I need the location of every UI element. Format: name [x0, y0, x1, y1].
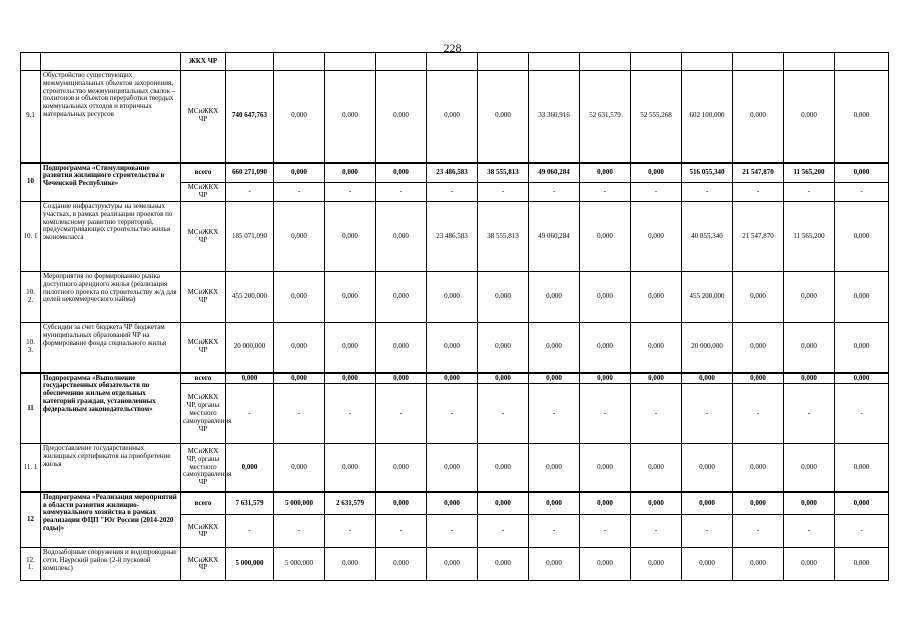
- cell-value: -: [274, 384, 325, 444]
- cell-value: 0,000: [733, 373, 784, 384]
- table-row: [21, 323, 889, 373]
- cell-value: 0,000: [835, 373, 889, 384]
- cell-value: 38 555,813: [478, 163, 529, 183]
- cell-value: 0,000: [835, 323, 889, 373]
- cell-value: 5 000,000: [274, 548, 325, 581]
- cell-value: -: [325, 183, 376, 202]
- cell-value: 0,000: [478, 71, 529, 163]
- cell-value: -: [529, 183, 580, 202]
- cell-value: -: [580, 183, 631, 202]
- cell-value: 0,000: [529, 444, 580, 492]
- table-row: [21, 548, 889, 581]
- cell-value: -: [478, 384, 529, 444]
- cell-value: 0,000: [427, 444, 478, 492]
- cell-value: 20 000,000: [682, 323, 733, 373]
- cell-num: 11. 1: [21, 444, 41, 492]
- cell-value: 0,000: [529, 548, 580, 581]
- cell-value: 0,000: [682, 444, 733, 492]
- cell-responsible: МСиЖКХ ЧР: [181, 515, 226, 548]
- cell-value: 0,000: [631, 444, 682, 492]
- cell-value: -: [376, 515, 427, 548]
- cell-value: 455 200,000: [682, 272, 733, 323]
- cell-value: 0,000: [478, 323, 529, 373]
- cell-value: 5 000,000: [226, 548, 274, 581]
- cell-value: 0,000: [478, 373, 529, 384]
- cell-num: 12: [21, 492, 41, 548]
- cell-value: 52 631,579: [580, 71, 631, 163]
- cell-responsible: МСиЖКХ ЧР: [181, 183, 226, 202]
- cell-value: 0,000: [274, 163, 325, 183]
- cell-value: 21 547,870: [733, 202, 784, 272]
- cell-value: 38 555,813: [478, 202, 529, 272]
- cell-value: -: [631, 384, 682, 444]
- cell-value: -: [784, 183, 835, 202]
- cell-value: 602 100,000: [682, 71, 733, 163]
- cell-num: 10: [21, 163, 41, 202]
- cell-value: -: [226, 183, 274, 202]
- cell-value: 0,000: [631, 202, 682, 272]
- cell-value: 0,000: [427, 272, 478, 323]
- table-row-continuation: [21, 53, 889, 71]
- cell-value: 0,000: [835, 163, 889, 183]
- table-row-subprogram: [21, 373, 889, 384]
- cell-value: 0,000: [580, 548, 631, 581]
- table-row: [21, 71, 889, 163]
- cell-name: Подпрограмма «Реализация мероприятий в области развития жилищно-коммунального хозяйства в рамках реализации ФЦП "Юг России (2014-2020 годы)»: [41, 492, 181, 548]
- cell-value: -: [478, 183, 529, 202]
- cell-num: 10. 2.: [21, 272, 41, 323]
- cell-responsible: всего: [181, 373, 226, 384]
- cell-value: 740 647,763: [226, 71, 274, 163]
- cell-value: 0,000: [835, 548, 889, 581]
- cell-responsible: МСиЖКХ ЧР: [181, 202, 226, 272]
- cell-value: 0,000: [733, 444, 784, 492]
- cell-value: 11 565,200: [784, 202, 835, 272]
- cell-num: 9.1: [21, 71, 41, 163]
- cell-responsible: МСиЖКХ ЧР: [181, 548, 226, 581]
- cell-name: [41, 53, 181, 71]
- cell-value: 0,000: [631, 548, 682, 581]
- cell-value: 7 631,579: [226, 492, 274, 515]
- cell-value: 0,000: [529, 492, 580, 515]
- cell-value: 0,000: [376, 548, 427, 581]
- cell-value: 0,000: [274, 272, 325, 323]
- cell-value: -: [580, 515, 631, 548]
- cell-value: 0,000: [274, 323, 325, 373]
- cell-responsible: МСиЖКХ ЧР: [181, 323, 226, 373]
- cell-value: -: [682, 183, 733, 202]
- cell-name: Подпрограмма «Выполнение государственных обязательств по обеспечению жильем отдельных категорий граждан, установленных федеральным законодательством»: [41, 373, 181, 444]
- cell-num: 10. 1: [21, 202, 41, 272]
- cell-num: 10. 3.: [21, 323, 41, 373]
- cell-value: 0,000: [427, 373, 478, 384]
- cell-value: 0,000: [325, 444, 376, 492]
- cell-value: 0,000: [376, 323, 427, 373]
- cell-value: 0,000: [427, 492, 478, 515]
- table-row: [21, 202, 889, 272]
- cell-value: 516 055,340: [682, 163, 733, 183]
- cell-value: -: [226, 515, 274, 548]
- cell-value: 0,000: [733, 71, 784, 163]
- cell-value: 0,000: [529, 373, 580, 384]
- cell-value: -: [274, 515, 325, 548]
- cell-value: -: [274, 183, 325, 202]
- cell-value: 0,000: [274, 202, 325, 272]
- cell-value: 0,000: [376, 373, 427, 384]
- cell-responsible: МСиЖКХ ЧР, органы местного самоуправления ЧР: [181, 384, 226, 444]
- cell-value: -: [784, 384, 835, 444]
- cell-value: 0,000: [325, 272, 376, 323]
- cell-value: 0,000: [478, 492, 529, 515]
- cell-responsible: МСиЖКХ ЧР: [181, 272, 226, 323]
- cell-value: 0,000: [274, 71, 325, 163]
- cell-value: 33 360,916: [529, 71, 580, 163]
- cell-value: 0,000: [427, 323, 478, 373]
- cell-value: -: [325, 515, 376, 548]
- cell-name: Мероприятия по формированию рынка доступного арендного жилья (реализация пилотного проекта по строительству ж/д для целей некоммерческого найма): [41, 272, 181, 323]
- cell-value: 0,000: [682, 548, 733, 581]
- cell-value: 0,000: [580, 202, 631, 272]
- cell-num: 11: [21, 373, 41, 444]
- cell-value: 0,000: [376, 71, 427, 163]
- cell-value: 0,000: [835, 444, 889, 492]
- cell-name: Субсидии за счет бюджета ЧР бюджетам муниципальных образований ЧР на формирование фонда социального жилья: [41, 323, 181, 373]
- cell-value: 0,000: [376, 492, 427, 515]
- cell-value: 0,000: [631, 163, 682, 183]
- cell-value: 0,000: [835, 71, 889, 163]
- cell-value: 660 271,090: [226, 163, 274, 183]
- cell-responsible: всего: [181, 163, 226, 183]
- cell-value: 0,000: [580, 323, 631, 373]
- cell-value: 0,000: [274, 444, 325, 492]
- cell-value: 0,000: [226, 373, 274, 384]
- cell-value: 0,000: [325, 71, 376, 163]
- cell-value: 0,000: [682, 373, 733, 384]
- cell-responsible: МСиЖКХ ЧР: [181, 71, 226, 163]
- cell-value: 23 486,583: [427, 163, 478, 183]
- budget-table: [20, 52, 889, 581]
- cell-value: 0,000: [784, 548, 835, 581]
- cell-value: -: [835, 384, 889, 444]
- cell-value: 2 631,579: [325, 492, 376, 515]
- cell-value: -: [478, 515, 529, 548]
- cell-value: 0,000: [835, 202, 889, 272]
- cell-value: 20 000,000: [226, 323, 274, 373]
- cell-value: -: [427, 183, 478, 202]
- cell-value: 0,000: [733, 548, 784, 581]
- cell-value: -: [580, 384, 631, 444]
- cell-value: 0,000: [733, 492, 784, 515]
- cell-value: 0,000: [733, 323, 784, 373]
- cell-name: Подпрограмма «Стимулирование развития жилищного строительства в Чеченской Республике»: [41, 163, 181, 202]
- cell-value: 0,000: [325, 163, 376, 183]
- cell-value: -: [733, 183, 784, 202]
- cell-value: -: [325, 384, 376, 444]
- cell-value: 5 000,000: [274, 492, 325, 515]
- cell-value: 0,000: [325, 323, 376, 373]
- cell-value: -: [427, 515, 478, 548]
- cell-value: 0,000: [631, 492, 682, 515]
- cell-num: 12. 1.: [21, 548, 41, 581]
- cell-value: 11 565,200: [784, 163, 835, 183]
- cell-value: 0,000: [733, 272, 784, 323]
- cell-value: 0,000: [580, 373, 631, 384]
- cell-value: 0,000: [784, 272, 835, 323]
- cell-value: 0,000: [325, 373, 376, 384]
- cell-value: 0,000: [376, 444, 427, 492]
- cell-value: 0,000: [376, 202, 427, 272]
- cell-value: 0,000: [580, 492, 631, 515]
- cell-value: 0,000: [631, 323, 682, 373]
- cell-value: 0,000: [376, 272, 427, 323]
- cell-value: 0,000: [580, 272, 631, 323]
- cell-value: 0,000: [784, 71, 835, 163]
- table-row-subprogram: [21, 492, 889, 515]
- cell-value: 0,000: [835, 272, 889, 323]
- table-row: [21, 444, 889, 492]
- cell-value: -: [682, 515, 733, 548]
- cell-value: 0,000: [580, 163, 631, 183]
- cell-value: -: [682, 384, 733, 444]
- cell-value: 0,000: [427, 548, 478, 581]
- cell-value: 0,000: [784, 444, 835, 492]
- table-row-subprogram: [21, 163, 889, 183]
- cell-value: 0,000: [835, 492, 889, 515]
- cell-value: 49 060,284: [529, 163, 580, 183]
- cell-value: 455 200,000: [226, 272, 274, 323]
- cell-responsible: МСиЖКХ ЧР, органы местного самоуправления ЧР: [181, 444, 226, 492]
- cell-value: 0,000: [784, 373, 835, 384]
- cell-value: -: [733, 515, 784, 548]
- cell-value: -: [631, 183, 682, 202]
- cell-value: 0,000: [529, 323, 580, 373]
- cell-value: -: [529, 515, 580, 548]
- cell-value: 0,000: [478, 444, 529, 492]
- cell-value: -: [631, 515, 682, 548]
- cell-value: 0,000: [631, 373, 682, 384]
- cell-value: -: [529, 384, 580, 444]
- cell-value: 0,000: [682, 492, 733, 515]
- cell-value: -: [835, 183, 889, 202]
- cell-value: 0,000: [784, 492, 835, 515]
- page-number: 228: [443, 41, 462, 55]
- cell-value: 40 855,340: [682, 202, 733, 272]
- cell-value: -: [376, 384, 427, 444]
- cell-value: -: [376, 183, 427, 202]
- cell-value: 23 486,583: [427, 202, 478, 272]
- cell-value: 0,000: [529, 272, 580, 323]
- cell-value: 49 060,284: [529, 202, 580, 272]
- cell-value: -: [226, 384, 274, 444]
- cell-name: Предоставление государственных жилищных сертификатов на приобретение жилья: [41, 444, 181, 492]
- cell-value: -: [835, 515, 889, 548]
- cell-value: 0,000: [478, 548, 529, 581]
- cell-value: 0,000: [784, 323, 835, 373]
- cell-value: 0,000: [325, 202, 376, 272]
- cell-value: 0,000: [580, 444, 631, 492]
- cell-value: -: [427, 384, 478, 444]
- cell-value: 0,000: [427, 71, 478, 163]
- cell-value: 0,000: [478, 272, 529, 323]
- cell-responsible: ЖКХ ЧР: [181, 53, 226, 71]
- cell-value: 0,000: [325, 548, 376, 581]
- cell-value: -: [784, 515, 835, 548]
- cell-value: 0,000: [226, 444, 274, 492]
- cell-value: 0,000: [631, 272, 682, 323]
- cell-value: 52 555,268: [631, 71, 682, 163]
- cell-num: [21, 53, 41, 71]
- table-row: [21, 272, 889, 323]
- cell-name: Создание инфраструктуры на земельных участках, в рамках реализации проектов по комплексному развитию территорий, предусматривающих строительство жилья экономкласса: [41, 202, 181, 272]
- cell-responsible: всего: [181, 492, 226, 515]
- cell-value: 0,000: [376, 163, 427, 183]
- cell-name: Водозаборные сооружения и водопроводные сети, Наурский район (2-й пусковой комплекс): [41, 548, 181, 581]
- cell-name: Обустройство существующих межмуниципальных объектов захоронения, строительство межмуниципальных свалок – полигонов и объектов переработки твердых коммунальных отходов и вторичных материальных ресурсов: [41, 71, 181, 163]
- cell-value: 21 547,870: [733, 163, 784, 183]
- cell-value: 0,000: [274, 373, 325, 384]
- cell-value: 185 071,090: [226, 202, 274, 272]
- cell-value: -: [733, 384, 784, 444]
